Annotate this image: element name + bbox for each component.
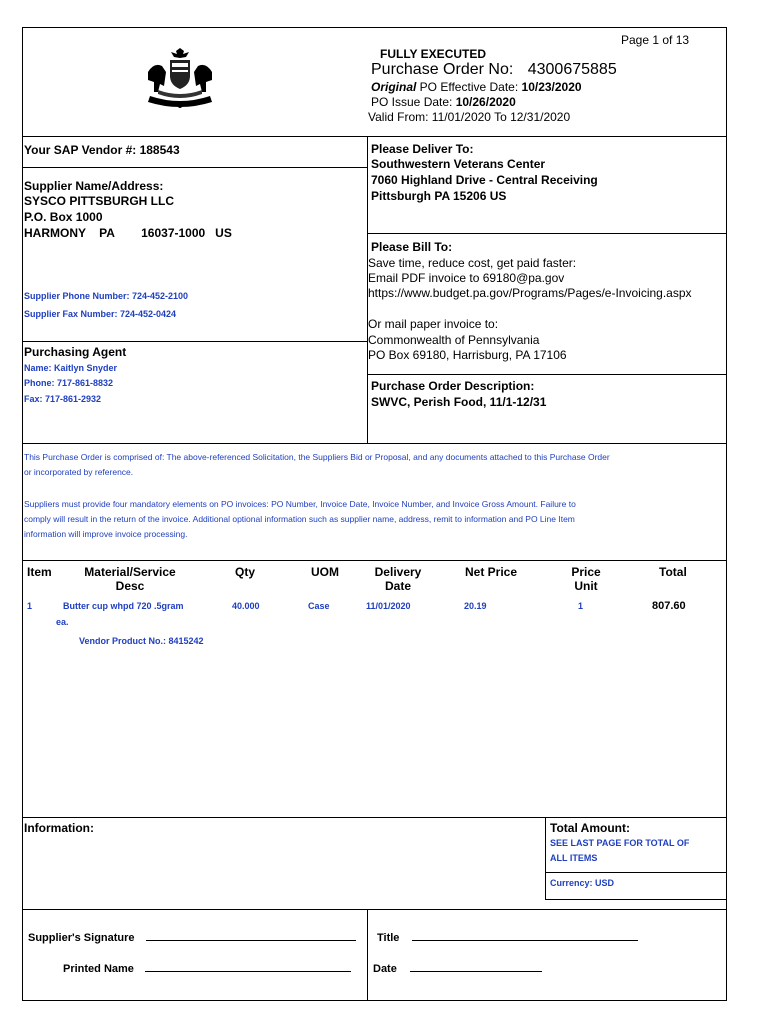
row-item: 1 xyxy=(27,601,33,611)
supplier-po-box: P.O. Box 1000 xyxy=(24,210,103,224)
effective-date-line xyxy=(371,80,582,94)
bill-url: https://www.budget.pa.gov/Programs/Pages/e-Invoicing.aspx xyxy=(368,286,692,300)
col-price-unit xyxy=(556,565,616,593)
total-note-line1: SEE LAST PAGE FOR TOTAL OF xyxy=(550,838,690,848)
po-description-label: Purchase Order Description: xyxy=(371,379,535,393)
row-delivery: 11/01/2020 xyxy=(366,601,411,611)
col-qty: Qty xyxy=(235,565,256,579)
bill-label: Please Bill To: xyxy=(371,240,453,254)
issue-label: PO Issue Date: xyxy=(371,95,456,109)
col-delivery-line1: Delivery xyxy=(374,565,422,579)
col-delivery-line2: Date xyxy=(384,579,411,593)
notes-para1-line1: This Purchase Order is comprised of: The above-referenced Solicitation, the Suppliers Bid or Proposal, and any documents attached to this Purchase Order xyxy=(24,452,610,462)
notes-para2-line2: comply will result in the return of the invoice. Additional optional information such as supplier name, address, remit to information and PO Line Item xyxy=(24,514,575,524)
col-net-price: Net Price xyxy=(465,565,518,579)
col-price-unit-line1: Price xyxy=(571,565,601,579)
total-amount-label: Total Amount: xyxy=(550,821,630,835)
effective-date: 10/23/2020 xyxy=(521,80,582,94)
title-row xyxy=(377,929,638,944)
supplier-name: SYSCO PITTSBURGH LLC xyxy=(24,194,175,208)
rule-bill-bottom xyxy=(368,374,727,375)
supplier-signature-row xyxy=(28,929,356,944)
rule-total-vertical xyxy=(545,817,546,900)
supplier-signature-label: Supplier's Signature xyxy=(28,932,135,944)
issue-date: 10/26/2020 xyxy=(455,95,516,109)
border-bottom xyxy=(22,1000,727,1001)
deliver-line-3: Pittsburgh PA 15206 US xyxy=(371,189,507,203)
deliver-label: Please Deliver To: xyxy=(371,142,474,156)
state-seal xyxy=(138,46,222,112)
supplier-phone: Supplier Phone Number: 724-452-2100 xyxy=(24,291,189,301)
issue-date-line xyxy=(371,95,516,109)
border-right xyxy=(726,27,727,1001)
po-number-line xyxy=(371,61,617,79)
supplier-address-label: Supplier Name/Address: xyxy=(24,179,164,193)
date-row xyxy=(373,960,542,975)
rule-vendor-sap xyxy=(22,167,368,168)
agent-name: Name: Kaitlyn Snyder xyxy=(24,363,118,373)
col-material xyxy=(70,565,190,593)
row-desc-line1: Butter cup whpd 720 .5gram xyxy=(63,601,184,611)
row-net-price: 20.19 xyxy=(464,601,487,611)
rule-info-top xyxy=(22,817,727,818)
rule-currency-bottom xyxy=(545,899,727,900)
rule-address-bottom xyxy=(22,443,727,444)
notes-para2-line3: information will improve invoice processing. xyxy=(24,529,188,539)
rule-signature-top xyxy=(22,909,727,910)
col-price-unit-line2: Unit xyxy=(574,579,598,593)
row-total: 807.60 xyxy=(652,600,686,612)
printed-name-field[interactable] xyxy=(145,960,351,972)
border-left xyxy=(22,27,23,1001)
row-vendor-product: Vendor Product No.: 8415242 xyxy=(79,636,204,646)
agent-fax: Fax: 717-861-2932 xyxy=(24,394,102,404)
col-delivery xyxy=(363,565,433,593)
printed-name-label: Printed Name xyxy=(63,963,134,975)
notes-para1-line2: or incorporated by reference. xyxy=(24,467,134,477)
title-label: Title xyxy=(377,932,400,944)
rule-deliver-bottom xyxy=(368,233,727,234)
sap-vendor: Your SAP Vendor #: 188543 xyxy=(24,143,180,157)
total-note-line2: ALL ITEMS xyxy=(550,853,598,863)
pennsylvania-coat-of-arms-icon xyxy=(138,46,222,112)
po-number: 4300675885 xyxy=(527,61,617,78)
col-total: Total xyxy=(659,565,687,579)
rule-agent-top xyxy=(22,341,368,342)
rule-signature-vertical xyxy=(367,909,368,1001)
rule-notes-bottom xyxy=(22,560,727,561)
supplier-city: HARMONY PA 16037-1000 US xyxy=(24,226,232,240)
border-top xyxy=(22,27,727,28)
purchasing-agent-label: Purchasing Agent xyxy=(24,345,127,359)
supplier-signature-field[interactable] xyxy=(146,929,356,941)
printed-name-row xyxy=(63,960,351,975)
bill-line-5: Commonwealth of Pennsylvania xyxy=(368,333,540,347)
deliver-line-1: Southwestern Veterans Center xyxy=(371,157,546,171)
row-desc-line2: ea. xyxy=(56,617,69,627)
po-number-label: Purchase Order No: xyxy=(371,61,514,78)
row-qty: 40.000 xyxy=(232,601,260,611)
col-uom: UOM xyxy=(311,565,339,579)
po-description: SWVC, Perish Food, 11/1-12/31 xyxy=(371,395,547,409)
col-material-line2: Desc xyxy=(115,579,145,593)
row-uom: Case xyxy=(308,601,330,611)
po-status: FULLY EXECUTED xyxy=(380,47,487,61)
col-material-line1: Material/Service xyxy=(84,565,176,579)
bill-line-4: Or mail paper invoice to: xyxy=(368,317,499,331)
rule-currency-top xyxy=(545,872,727,873)
notes-para2-line1: Suppliers must provide four mandatory elements on PO invoices: PO Number, Invoice Date, Invoice Number, and Invoice Gross Amount. Failure to xyxy=(24,499,576,509)
effective-prefix: Original xyxy=(371,80,417,94)
valid-range: Valid From: 11/01/2020 To 12/31/2020 xyxy=(368,110,571,124)
supplier-fax: Supplier Fax Number: 724-452-0424 xyxy=(24,309,177,319)
row-price-unit: 1 xyxy=(578,601,584,611)
bill-line-1: Save time, reduce cost, get paid faster: xyxy=(368,256,577,270)
effective-label: PO Effective Date: xyxy=(416,80,522,94)
rule-header-bottom xyxy=(22,136,727,137)
bill-line-6: PO Box 69180, Harrisburg, PA 17106 xyxy=(368,348,567,362)
title-field[interactable] xyxy=(412,929,638,941)
bill-email: Email PDF invoice to 69180@pa.gov xyxy=(368,271,565,285)
date-field[interactable] xyxy=(410,960,542,972)
information-label: Information: xyxy=(24,821,94,835)
deliver-line-2: 7060 Highland Drive - Central Receiving xyxy=(371,173,598,187)
date-label: Date xyxy=(373,963,397,975)
col-item: Item xyxy=(27,565,52,579)
page-number: Page 1 of 13 xyxy=(621,33,690,47)
agent-phone: Phone: 717-861-8832 xyxy=(24,378,114,388)
currency: Currency: USD xyxy=(550,878,615,888)
